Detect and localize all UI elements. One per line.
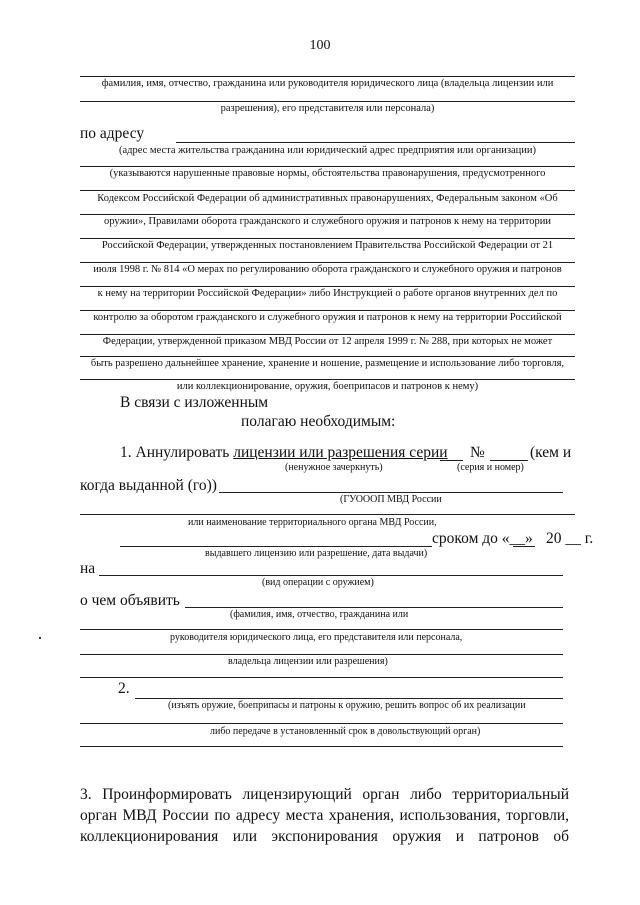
violations-caption-10: или коллекционирование, оружия, боеприпасов и патронов к нему) (176, 381, 479, 392)
blank-line (80, 214, 575, 215)
blank-line (135, 698, 563, 699)
address-line (176, 142, 575, 143)
violations-caption-6: к нему на территории Российской Федерации» либо Инструкцией о работе органов внутренних дел по (97, 288, 558, 299)
item-3-line-1: 3. Проинформировать лицензирующий орган либо территориальный (80, 786, 569, 803)
item-3-line-2: орган МВД России по адресу места хранения, использования, торговли, (80, 807, 569, 824)
address-caption: (адрес места жительства гражданина или юридический адрес предприятия или организации) (118, 145, 537, 156)
violations-caption-8: Федерации, утвержденной приказом МВД России от 12 апреля 1999 г. № 288, при которых не может (102, 336, 553, 347)
caption-notify-head: руководителя юридического лица, его представителя или персонала, (170, 632, 463, 643)
blank-line (120, 546, 432, 547)
violations-caption-7: контролю за оборотом гражданского и служебного оружия и патронов к нему на территории Российской (93, 312, 562, 323)
violations-caption-5: июля 1998 г. № 814 «О мерах по регулированию оборота гражданского и служебного оружия и патронов (93, 264, 562, 275)
violations-caption-1: (указываются нарушенные правовые нормы, обстоятельства правонарушения, предусмотренного (109, 168, 546, 179)
in-connection-text: В связи с изложенным (120, 394, 269, 411)
blank-line (80, 677, 563, 678)
year-blank (513, 546, 535, 547)
item-2-number: 2. (118, 680, 130, 697)
series-blank (440, 460, 463, 461)
caption-issued-by: выдавшего лицензию или разрешение, дата выдачи) (205, 548, 428, 559)
blank-line (219, 492, 563, 493)
blank-line (80, 262, 575, 263)
notify-label: о чем объявить (80, 592, 180, 609)
caption-territorial-organ: или наименование территориального органа МВД России, (188, 517, 437, 528)
caption-guooop: (ГУОООП МВД России (340, 494, 442, 505)
blank-line (80, 514, 575, 515)
caption-weapon-operation: (вид операции с оружием) (262, 577, 374, 588)
blank-line (80, 101, 575, 102)
when-issued-text: когда выданной (го)) (80, 477, 217, 494)
violations-caption-2: Кодексом Российской Федерации об административных правонарушениях, Федеральным законом «Об (97, 193, 558, 204)
item-3-line-3: коллекционирования или экспонирования оружия и патронов об (80, 828, 569, 845)
blank-line (80, 654, 563, 655)
caption-seize-weapon: (изъять оружие, боеприпасы и патроны к оружию, решить вопрос об их реализации (168, 700, 526, 711)
consider-necessary-text: полагаю необходимым: (241, 413, 396, 430)
blank-line (99, 575, 563, 576)
blank-line (80, 723, 563, 724)
violations-caption-9: быть разрешено дальнейшее хранение, хранение и ношение, размещение и использование либо торговля, (90, 358, 565, 369)
blank-line (80, 76, 575, 77)
blank-line (80, 334, 575, 335)
blank-line (185, 607, 563, 608)
blank-line (80, 379, 575, 380)
scan-speck (39, 637, 41, 639)
number-sign: № (470, 444, 485, 461)
blank-line (80, 238, 575, 239)
number-blank (490, 460, 528, 461)
caption-series-number: (серия и номер) (457, 462, 524, 473)
item-1-who-when: (кем и (530, 444, 572, 461)
blank-line (80, 356, 575, 357)
blank-line (80, 629, 563, 630)
violations-caption-4: Российской Федерации, утвержденных постановлением Правительства Российской Федерации от 21 (101, 240, 554, 251)
caption-fio-cont: разрешения), его представителя или персонала) (220, 103, 435, 114)
blank-line (80, 190, 575, 191)
page-number: 100 (309, 38, 331, 53)
term-until-text: сроком до «__» (432, 530, 533, 547)
blank-line (80, 310, 575, 311)
violations-caption-3: оружии», Правилами оборота гражданского и служебного оружия и патронов к нему на территории (104, 216, 551, 227)
caption-strike-unneeded: (ненужное зачеркнуть) (285, 462, 383, 473)
caption-transfer: либо передаче в установленный срок в довольствующий орган) (210, 726, 481, 737)
blank-line (80, 166, 575, 167)
blank-line (80, 746, 563, 747)
caption-fio: фамилия, имя, отчество, гражданина или руководителя юридического лица (владельца лицензии или (101, 78, 554, 89)
address-label: по адресу (80, 125, 145, 142)
blank-line (80, 286, 575, 287)
caption-notify-fio: (фамилия, имя, отчество, гражданина или (230, 609, 409, 620)
on-label: на (80, 560, 96, 577)
caption-notify-owner: владельца лицензии или разрешения) (228, 656, 388, 667)
year-suffix: 20 __ г. (546, 530, 594, 547)
item-1-text: 1. Аннулировать лицензии или разрешения серии (120, 444, 448, 461)
